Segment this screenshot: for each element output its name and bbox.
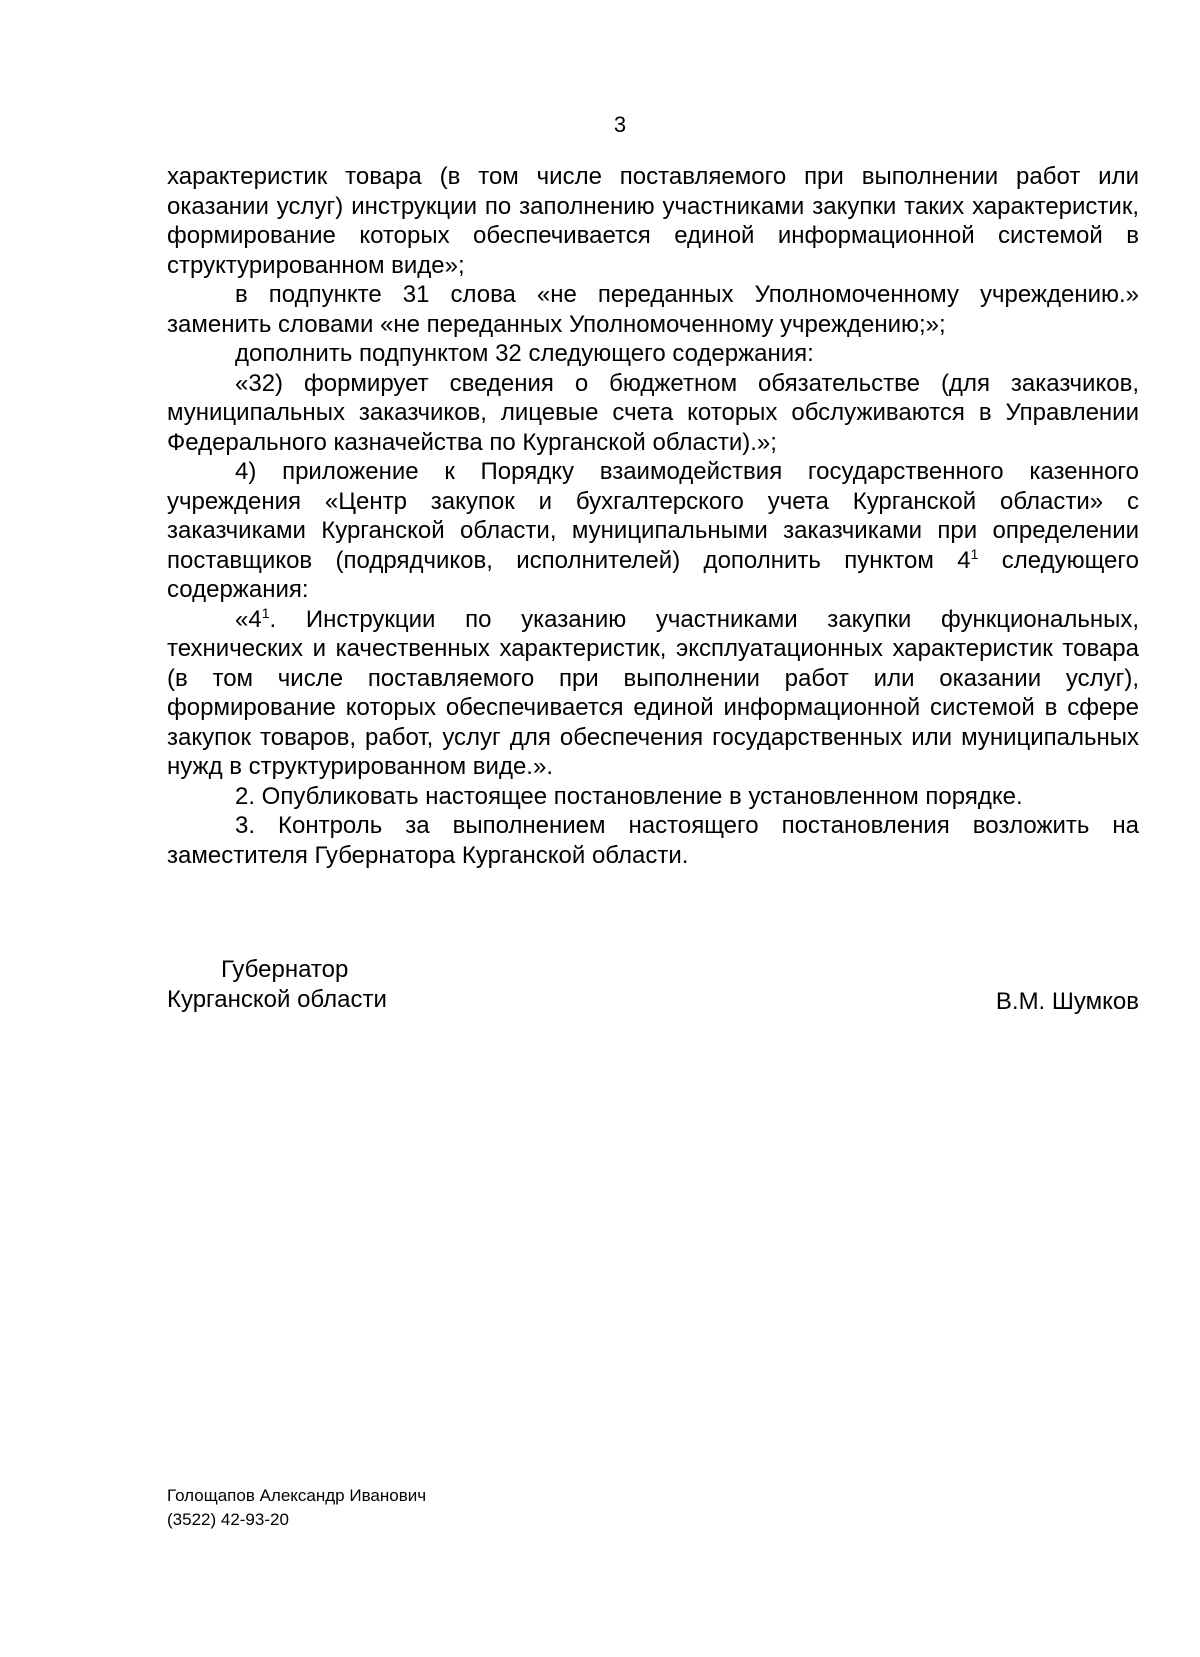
- item-4-superscript: 1: [970, 545, 979, 562]
- point-4-1-lead: «4: [235, 605, 262, 633]
- paragraph-add-subpoint-32: дополнить подпунктом 32 следующего содержания:: [235, 340, 814, 367]
- paragraph-continuation: характеристик товара (в том числе поставляемого при выполнении работ или оказании услуг) инструкции по заполнению участниками закупки таких характеристик, формирование которых обеспечивается единой информационной системой в структурированном виде»;: [167, 163, 1139, 279]
- page-number: 3: [613, 112, 627, 137]
- point-4-1-superscript: 1: [261, 604, 270, 621]
- executor-info: [167, 1484, 426, 1532]
- paragraph-subpoint-31: в подпункте 31 слова «не переданных Уполномоченному учреждению.» заменить словами «не переданных Уполномоченному учреждению;»;: [167, 281, 1139, 338]
- item-4-text: 4) приложение к Порядку взаимодействия государственного казенного учреждения «Центр закупок и бухгалтерского учета Курганской области» с заказчиками Курганской области, муниципальными заказчиками при определении поставщиков (подрядчиков, исполнителей) дополнить пунктом 4: [167, 458, 1139, 574]
- paragraph-publish: 2. Опубликовать настоящее постановление в установленном порядке.: [235, 782, 1023, 810]
- signature-block: [167, 955, 1139, 1025]
- signatory-post-line1: Губернатор: [221, 956, 349, 983]
- executor-name: Голощапов Александр Иванович: [167, 1486, 427, 1505]
- paragraph-point-4-1: [167, 605, 1139, 782]
- paragraph-item-4: [167, 457, 1139, 605]
- signatory-name: В.М. Шумков: [995, 988, 1139, 1015]
- paragraph-subpoint-32-text: «32) формирует сведения о бюджетном обязательстве (для заказчиков, муниципальных заказчиков, лицевые счета которых обслуживаются в Управлении Федерального казначейства по Курганской области).»;: [167, 369, 1139, 456]
- item-4-tail: следующего содержания:: [167, 546, 1139, 603]
- signatory-post-line2: Курганской области: [167, 986, 387, 1013]
- executor-phone: (3522) 42-93-20: [167, 1510, 289, 1529]
- document-body: [167, 162, 1139, 870]
- point-4-1-text: . Инструкции по указанию участниками закупки функциональных, технических и качественных характеристик, эксплуатационных характеристик товара (в том числе поставляемого при выполнении работ или оказании услуг), формирование которых обеспечивается единой информационной системой в сфере закупок товаров, работ, услуг для обеспечения государственных или муниципальных нужд в структурированном виде.».: [167, 605, 1139, 780]
- paragraph-control: 3. Контроль за выполнением настоящего постановления возложить на заместителя Губернатора Курганской области.: [167, 812, 1139, 869]
